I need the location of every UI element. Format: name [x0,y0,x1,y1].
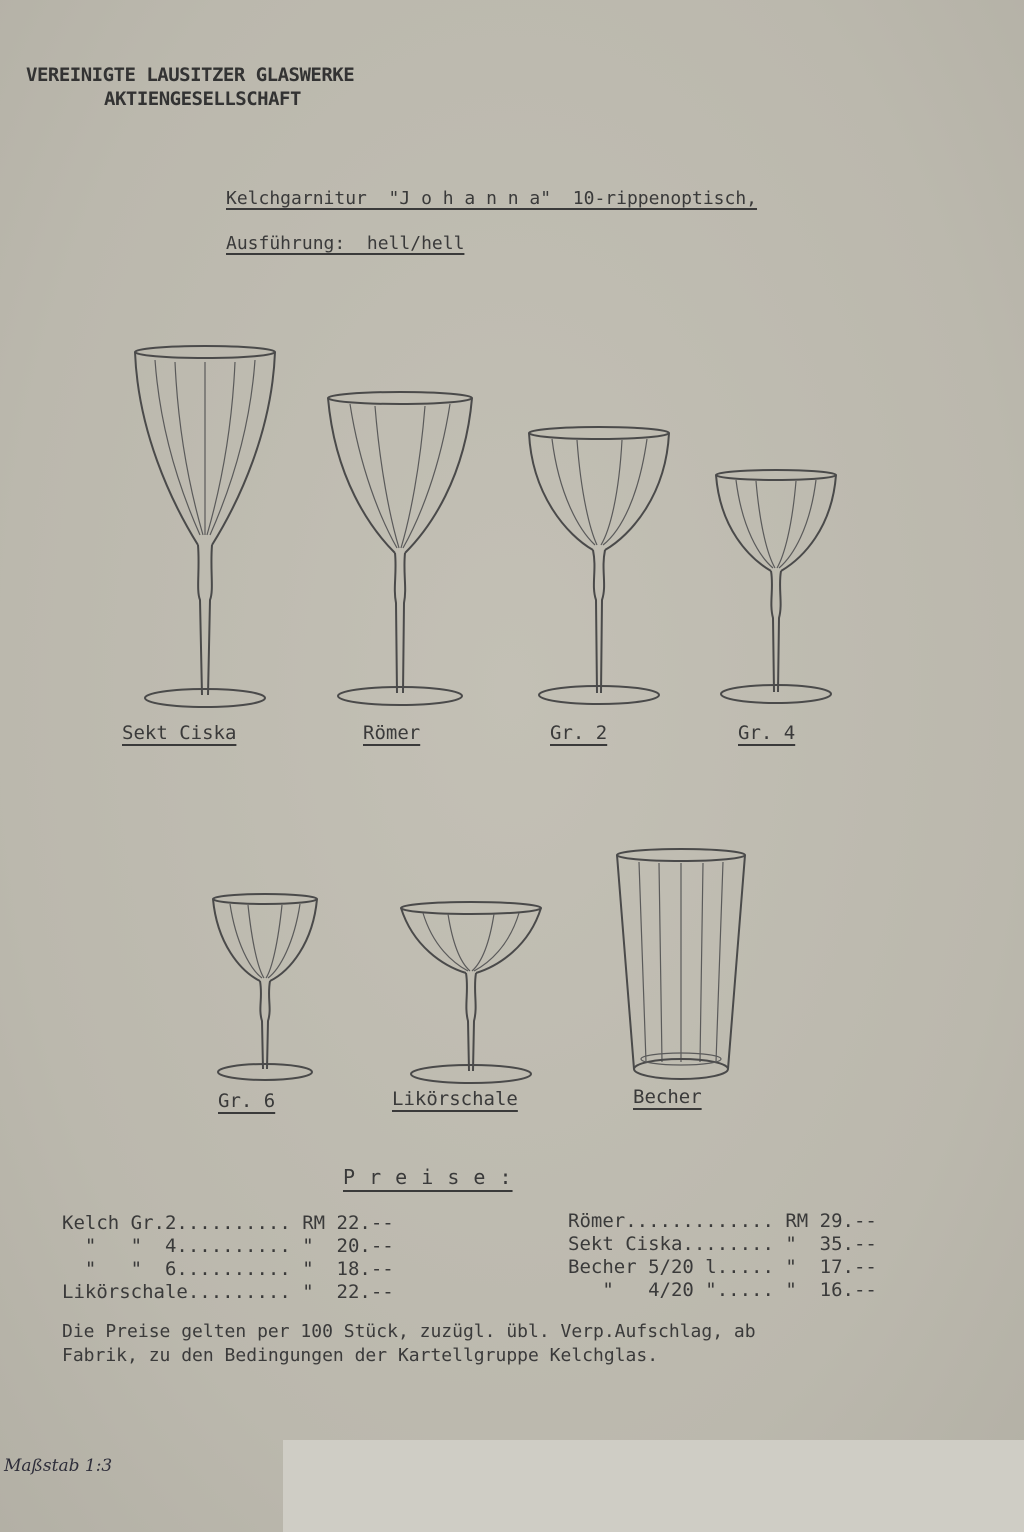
caption-becher: Becher [633,1086,702,1108]
handwritten-scale-note: Maßstab 1:3 [4,1456,113,1476]
price-line: Sekt Ciska........ " 35.-- [568,1233,877,1255]
price-line: Kelch Gr.2.......... RM 22.-- [62,1212,394,1234]
company-type: AKTIENGESELLSCHAFT [104,88,301,110]
caption-gr-2: Gr. 2 [550,722,608,744]
wine-glass-icon [714,468,838,708]
caption-sekt-ciska: Sekt Ciska [122,722,237,744]
finish-line: Ausführung: hell/hell [226,233,465,254]
terms-note [62,1320,756,1368]
caption-gr-4: Gr. 4 [738,722,796,744]
prices-heading: P r e i s e : [343,1165,513,1189]
wine-glass-icon [325,388,475,713]
caption-likoerschale: Likörschale [392,1088,518,1110]
terms-line-1: Die Preise gelten per 100 Stück, zuzügl. übl. Verp.Aufschlag, ab [62,1321,756,1342]
tumbler-icon [614,847,748,1087]
tall-flute-glass-icon [130,340,280,710]
price-line: Likörschale......... " 22.-- [62,1281,394,1303]
price-line: Römer............. RM 29.-- [568,1210,877,1232]
terms-line-2: Fabrik, zu den Bedingungen der Kartellgruppe Kelchglas. [62,1345,659,1366]
company-name: VEREINIGTE LAUSITZER GLASWERKE [26,64,355,86]
caption-roemer: Römer [363,722,421,744]
wine-glass-icon [527,425,672,710]
small-wine-glass-icon [210,893,320,1085]
price-line: " " 4.......... " 20.-- [62,1235,394,1257]
price-line: " " 6.......... " 18.-- [62,1258,394,1280]
price-line: Becher 5/20 l..... " 17.-- [568,1256,877,1278]
coupe-glass-icon [398,901,544,1086]
set-title: Kelchgarnitur "J o h a n n a" 10-rippenoptisch, [226,188,758,209]
caption-gr-6: Gr. 6 [218,1090,276,1112]
price-line: " 4/20 "..... " 16.-- [568,1279,877,1301]
backing-sheet [283,1440,1024,1532]
